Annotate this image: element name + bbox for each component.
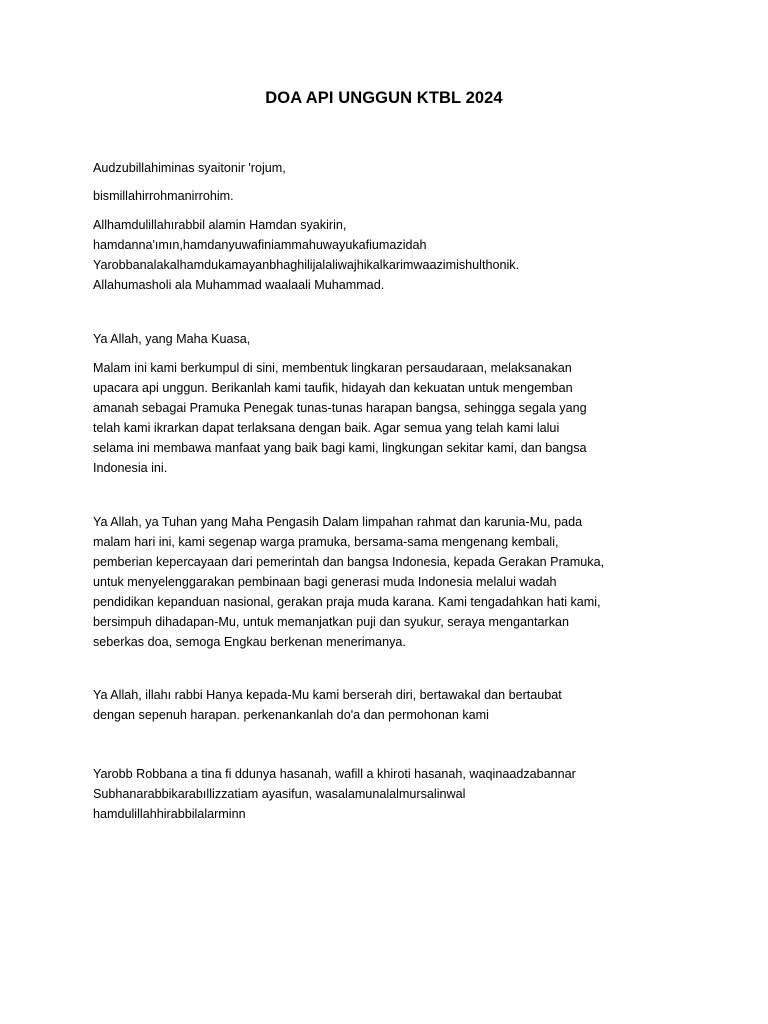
text-line: Allhamdulillahırabbil alamin Hamdan syakirin, [93, 218, 347, 232]
text-line: pendidikan kepanduan nasional, gerakan praja muda karana. Kami tengadahkan hati kami, [93, 595, 601, 609]
text-line: Indonesia ini. [93, 461, 168, 475]
text-line: Audzubillahiminas syaitonir 'rojum, [93, 161, 286, 175]
text-line: bersimpuh dihadapan-Mu, untuk memanjatkan puji dan syukur, seraya mengantarkan [93, 615, 570, 629]
text-line: Ya Allah, ya Tuhan yang Maha Pengasih Dalam limpahan rahmat dan karunia-Mu, pada [93, 515, 583, 529]
paragraph-2 [93, 512, 693, 652]
text-line: telah kami ikrarkan dapat terlaksana dengan baik. Agar semua yang telah kami lalui [93, 421, 560, 435]
text-line: seberkas doa, semoga Engkau berkenan menerimanya. [93, 635, 406, 649]
text-line: Subhanarabbikarabıllizzatiam ayasifun, wasalamunalalmursalinwal [93, 787, 466, 801]
text-line: untuk menyelenggarakan pembinaan bagi generasi muda Indonesia melalui wadah [93, 575, 557, 589]
closing-prayer [93, 764, 693, 824]
text-line: Malam ini kami berkumpul di sini, membentuk lingkaran persaudaraan, melaksanakan [93, 361, 572, 375]
text-line: selama ini membawa manfaat yang baik bagi kami, lingkungan sekitar kami, dan bangsa [93, 441, 587, 455]
text-line: hamdulillahhirabbilalarminn [93, 807, 246, 821]
paragraph-3 [93, 685, 693, 725]
text-line: upacara api unggun. Berikanlah kami taufik, hidayah dan kekuatan untuk mengemban [93, 381, 573, 395]
paragraph-1 [93, 358, 693, 478]
document-title: DOA API UNGGUN KTBL 2024 [265, 89, 503, 107]
opening-praise-block [93, 215, 693, 295]
text-line: malam hari ini, kami segenap warga pramuka, bersama-sama mengenang kembali, [93, 535, 559, 549]
text-line: amanah sebagai Pramuka Penegak tunas-tunas harapan bangsa, sehingga segala yang [93, 401, 587, 415]
text-line: hamdanna'ımın,hamdanyuwafiniammahuwayukafiumazidah [93, 238, 427, 252]
text-line: Ya Allah, illahı rabbi Hanya kepada-Mu kami berserah diri, bertawakal dan bertaubat [93, 688, 562, 702]
opening-line-2 [93, 186, 693, 206]
text-line: dengan sepenuh harapan. perkenankanlah do'a dan permohonan kami [93, 708, 489, 722]
text-line: Allahumasholi ala Muhammad waalaali Muhammad. [93, 278, 385, 292]
text-line: Yarobbanalakalhamdukamayanbhaghilijalaliwajhikalkarimwaazimishulthonik. [93, 258, 520, 272]
text-line: Ya Allah, yang Maha Kuasa, [93, 332, 251, 346]
paragraph-1-heading [93, 329, 693, 349]
text-line: Yarobb Robbana a tina fi ddunya hasanah, wafill a khiroti hasanah, waqinaadzabannar [93, 767, 576, 781]
opening-line-1 [93, 158, 693, 178]
text-line: pemberian kepercayaan dari pemerintah dan bangsa Indonesia, kepada Gerakan Pramuka, [93, 555, 605, 569]
text-line: bismillahirrohmanirrohim. [93, 189, 234, 203]
